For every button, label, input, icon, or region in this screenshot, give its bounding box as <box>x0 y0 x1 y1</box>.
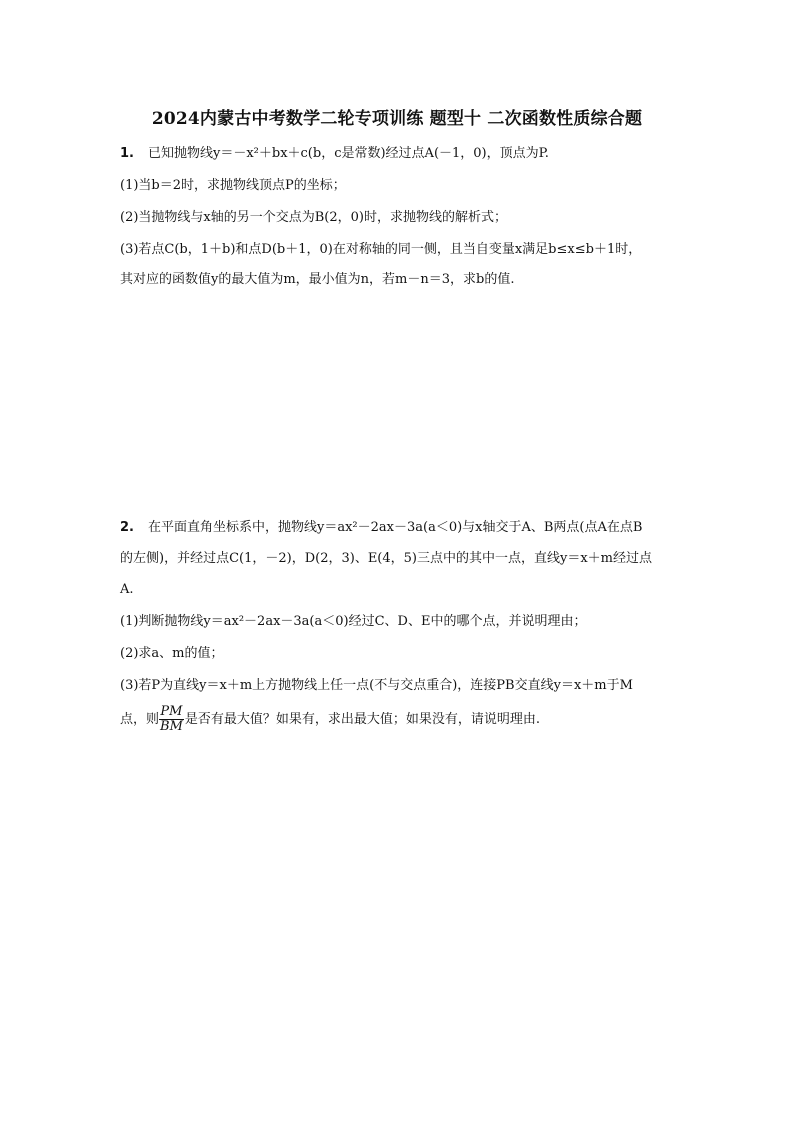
pm-over-bm-fraction <box>159 705 184 734</box>
document-title: 2024内蒙古中考数学二轮专项训练 题型十 二次函数性质综合题 <box>151 109 643 129</box>
q1-part3-line1: (3)若点C(b，1＋b)和点D(b＋1，0)在对称轴的同一侧，且当自变量x满足b≤x≤b＋1时， <box>120 242 642 257</box>
q2-part1: (1)判断抛物线y＝ax²－2ax－3a(a＜0)经过C、D、E中的哪个点，并说明理由； <box>120 614 587 629</box>
q2-part3-prefix: 点，则 <box>120 712 160 727</box>
q2-part3-line1: (3)若P为直线y＝x＋m上方抛物线上任一点(不与交点重合)，连接PB交直线y＝x＋m于M <box>120 678 633 693</box>
q2-stem-line2: 的左侧)，并经过点C(1，－2)，D(2，3)、E(4，5)三点中的其中一点，直线y＝x＋m经过点 <box>120 551 652 566</box>
q1-stem-line <box>120 144 549 164</box>
q2-stem-line1 <box>120 518 642 538</box>
fraction-denominator: BM <box>160 719 183 734</box>
q2-number: 2. <box>120 520 134 535</box>
q1-part1: (1)当b＝2时，求抛物线顶点P的坐标； <box>120 178 346 193</box>
q2-part3-line2 <box>120 704 540 736</box>
q1-number: 1. <box>120 146 134 161</box>
fraction-numerator: PM <box>160 704 183 719</box>
q2-stem-text1: 在平面直角坐标系中，抛物线y＝ax²－2ax－3a(a＜0)与x轴交于A、B两点(点A在点B <box>147 520 643 535</box>
q1-stem: 已知抛物线y＝－x²＋bx＋c(b，c是常数)经过点A(－1，0)，顶点为P. <box>147 146 549 161</box>
q2-stem-line3: A. <box>120 582 134 597</box>
q1-part2: (2)当抛物线与x轴的另一个交点为B(2，0)时，求抛物线的解析式； <box>120 210 507 225</box>
q2-part3-suffix: 是否有最大值？如果有，求出最大值；如果没有，请说明理由. <box>184 712 541 727</box>
q2-part2: (2)求a、m的值； <box>120 646 224 661</box>
q1-part3-line2: 其对应的函数值y的最大值为m，最小值为n，若m－n＝3，求b的值. <box>120 272 515 287</box>
